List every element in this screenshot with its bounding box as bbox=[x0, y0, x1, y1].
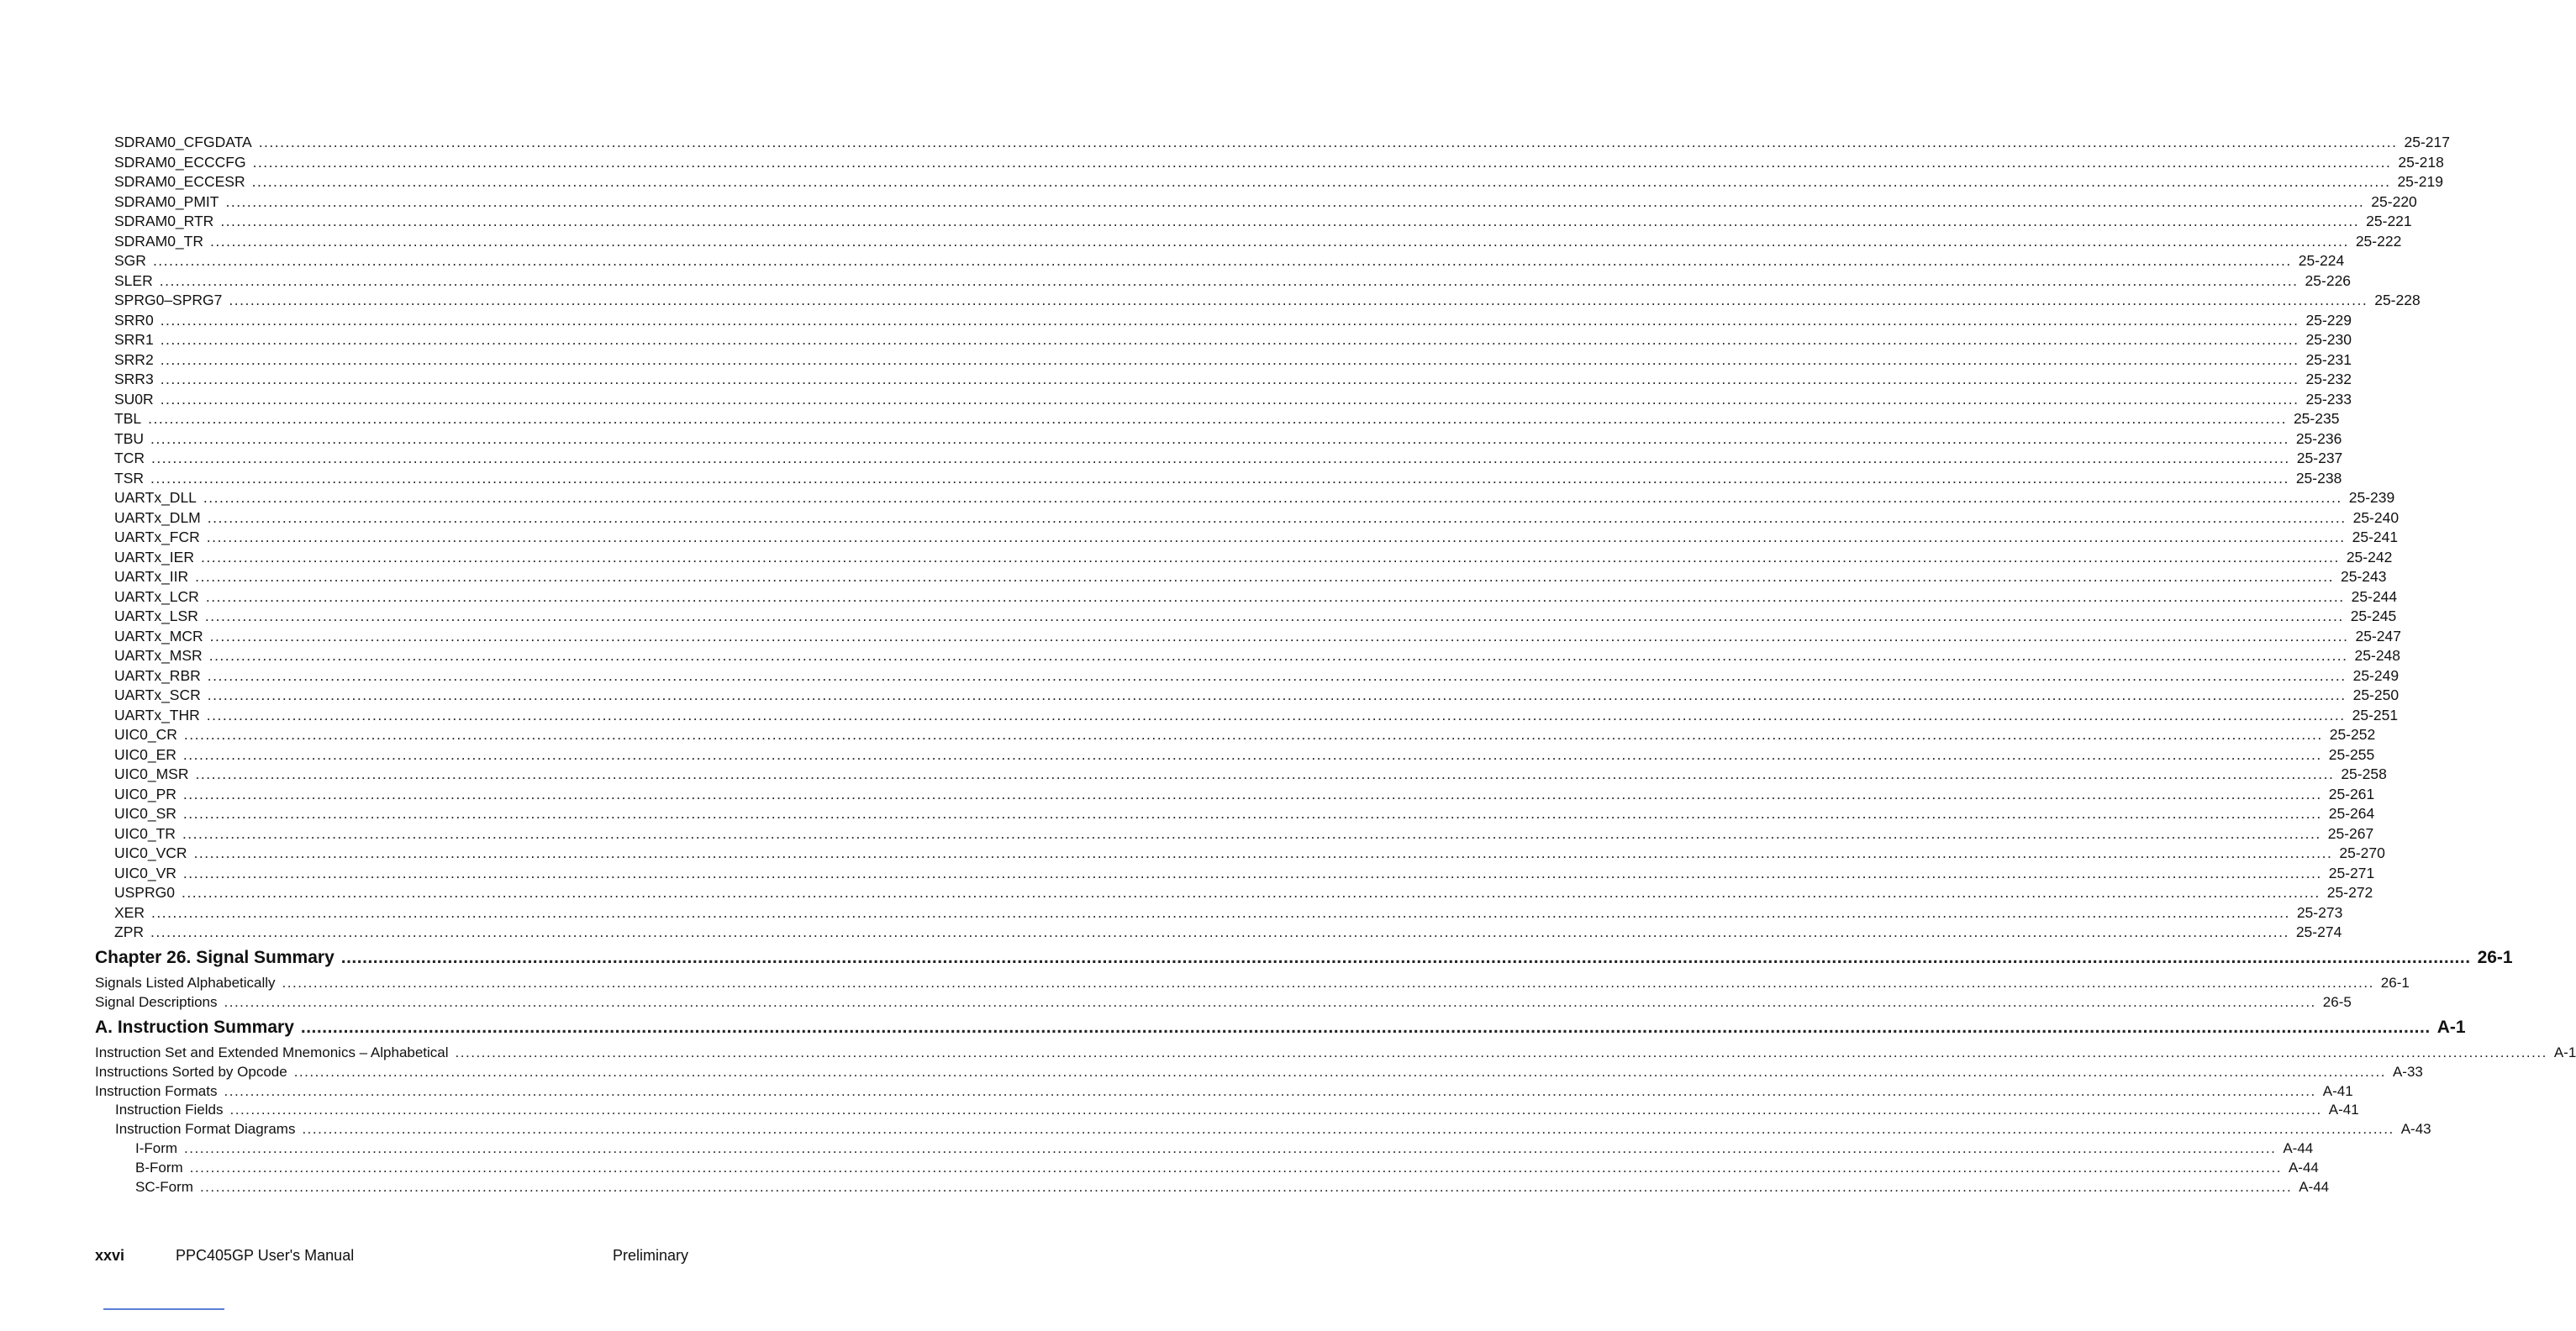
toc-entry-page-number: 25-220 bbox=[2371, 192, 2417, 210]
toc-entry-page-number: 25-224 bbox=[2298, 252, 2345, 269]
toc-entry[interactable] bbox=[114, 824, 2374, 844]
toc-section-label: Instruction Formats bbox=[95, 1082, 218, 1099]
appendix-heading-page-number: A-1 bbox=[2436, 1018, 2466, 1037]
toc-entry-page-number: 25-238 bbox=[2295, 469, 2342, 487]
toc-entry-label: TBU bbox=[114, 429, 144, 447]
toc-entry-label: TSR bbox=[114, 469, 144, 487]
toc-entry-label: UARTx_THR bbox=[114, 706, 200, 723]
bottom-rule bbox=[103, 1308, 224, 1310]
dot-leader: ................................................................................................................................................................................................................................................................................................................................................................................................................ bbox=[224, 994, 2316, 1010]
toc-entry[interactable] bbox=[114, 311, 2352, 330]
toc-entry-page-number: 25-217 bbox=[2404, 134, 2451, 150]
toc-entry-label: UARTx_DLM bbox=[114, 508, 201, 526]
toc-entry-label: TCR bbox=[114, 450, 145, 466]
dot-leader: ................................................................................................................................................................................................................................................................................................................................................................................................................ bbox=[182, 864, 2322, 881]
toc-section-label: Signal Descriptions bbox=[95, 994, 218, 1010]
toc-entry-label: SDRAM0_RTR bbox=[114, 213, 214, 229]
dot-leader: ................................................................................................................................................................................................................................................................................................................................................................................................................ bbox=[205, 587, 2345, 605]
dot-leader: ................................................................................................................................................................................................................................................................................................................................................................................................................ bbox=[207, 687, 2347, 703]
toc-entry[interactable] bbox=[114, 627, 2401, 646]
toc-entry-page-number: 25-236 bbox=[2295, 429, 2342, 447]
dot-leader: ................................................................................................................................................................................................................................................................................................................................................................................................................ bbox=[206, 529, 2346, 545]
toc-entry-page-number: 25-221 bbox=[2366, 213, 2412, 229]
dot-leader: ................................................................................................................................................................................................................................................................................................................................................................................................................ bbox=[150, 469, 2289, 487]
toc-entry[interactable] bbox=[114, 785, 2375, 804]
toc-section-page-number: A-33 bbox=[2392, 1063, 2423, 1080]
toc-section[interactable] bbox=[95, 1063, 2423, 1081]
dot-leader: ................................................................................................................................................................................................................................................................................................................................................................................................................ bbox=[203, 489, 2342, 506]
toc-entry[interactable] bbox=[114, 251, 2345, 271]
dot-leader: ................................................................................................................................................................................................................................................................................................................................................................................................................ bbox=[199, 1178, 2293, 1195]
toc-entry-label: UIC0_VR bbox=[114, 864, 176, 881]
chapter-heading[interactable] bbox=[95, 946, 2513, 970]
toc-entry-label: UARTx_RBR bbox=[114, 666, 201, 684]
toc-entry-label: ZPR bbox=[114, 923, 144, 940]
toc-section-label: B-Form bbox=[135, 1159, 183, 1176]
toc-entry[interactable] bbox=[114, 745, 2375, 765]
toc-entry[interactable] bbox=[114, 844, 2385, 863]
toc-entry-page-number: 25-230 bbox=[2305, 331, 2352, 348]
toc-entry-page-number: 25-244 bbox=[2351, 587, 2398, 605]
toc-entry-page-number: 25-273 bbox=[2296, 903, 2343, 921]
dot-leader: ................................................................................................................................................................................................................................................................................................................................................................................................................ bbox=[252, 153, 2392, 171]
dot-leader: ................................................................................................................................................................................................................................................................................................................................................................................................................ bbox=[225, 192, 2365, 210]
dot-leader: ................................................................................................................................................................................................................................................................................................................................................................................................................ bbox=[184, 1140, 2277, 1156]
toc-entry-page-number: 25-237 bbox=[2296, 450, 2343, 466]
dot-leader: ................................................................................................................................................................................................................................................................................................................................................................................................................ bbox=[193, 844, 2333, 861]
toc-section-page-number: A-44 bbox=[2288, 1159, 2319, 1176]
toc-entry-label: TBL bbox=[114, 410, 142, 427]
dot-leader: ................................................................................................................................................................................................................................................................................................................................................................................................................ bbox=[208, 647, 2348, 664]
toc-entry-label: SPRG0–SPRG7 bbox=[114, 292, 223, 308]
toc-section-label: SC-Form bbox=[135, 1178, 193, 1195]
toc-entry-label: XER bbox=[114, 903, 145, 921]
dot-leader: ................................................................................................................................................................................................................................................................................................................................................................................................................ bbox=[181, 884, 2321, 901]
toc-entry-label: UIC0_MSR bbox=[114, 765, 189, 782]
dot-leader: ................................................................................................................................................................................................................................................................................................................................................................................................................ bbox=[160, 371, 2299, 387]
chapter-heading-page-number: 26-1 bbox=[2477, 948, 2513, 967]
toc-section[interactable] bbox=[95, 1082, 2353, 1101]
toc-entry-page-number: 25-245 bbox=[2350, 608, 2397, 624]
toc-entry-page-number: 25-264 bbox=[2328, 805, 2375, 822]
dot-leader: ................................................................................................................................................................................................................................................................................................................................................................................................................ bbox=[189, 1159, 2282, 1176]
dot-leader: ................................................................................................................................................................................................................................................................................................................................................................................................................ bbox=[182, 745, 2322, 763]
dot-leader: ................................................................................................................................................................................................................................................................................................................................................................................................................ bbox=[224, 1082, 2316, 1099]
toc-section-page-number: A-41 bbox=[2328, 1102, 2359, 1118]
toc-section-label: Instruction Set and Extended Mnemonics – Alphabetical bbox=[95, 1044, 449, 1060]
dot-leader: ................................................................................................................................................................................................................................................................................................................................................................................................................ bbox=[160, 350, 2299, 368]
toc-entry[interactable] bbox=[114, 508, 2400, 528]
toc-entry[interactable] bbox=[114, 429, 2342, 449]
toc-entry[interactable] bbox=[114, 646, 2401, 666]
toc-entry-label: UARTx_LCR bbox=[114, 587, 199, 605]
toc-entry-page-number: 25-270 bbox=[2339, 844, 2385, 861]
toc-entry[interactable] bbox=[114, 725, 2376, 744]
dot-leader: ................................................................................................................................................................................................................................................................................................................................................................................................................ bbox=[150, 903, 2290, 921]
toc-section-page-number: A-44 bbox=[2283, 1140, 2314, 1156]
toc-entry[interactable] bbox=[114, 864, 2375, 883]
toc-entry-label: SU0R bbox=[114, 390, 154, 408]
dot-leader: ................................................................................................................................................................................................................................................................................................................................................................................................................ bbox=[182, 785, 2322, 802]
toc-entry-label: SRR1 bbox=[114, 331, 154, 348]
appendix-heading-label: A. Instruction Summary bbox=[95, 1018, 294, 1037]
toc-entry-page-number: 25-255 bbox=[2328, 745, 2375, 763]
dot-leader: ................................................................................................................................................................................................................................................................................................................................................................................................................ bbox=[204, 608, 2344, 624]
toc-entry-label: SDRAM0_ECCESR bbox=[114, 173, 245, 190]
toc-section-page-number: 26-1 bbox=[2380, 975, 2410, 991]
toc-entry-label: UIC0_PR bbox=[114, 785, 176, 802]
toc-entry-label: SDRAM0_TR bbox=[114, 232, 203, 250]
toc-entry-label: UARTx_FCR bbox=[114, 529, 200, 545]
toc-section[interactable] bbox=[135, 1139, 2314, 1158]
toc-section[interactable] bbox=[95, 993, 2352, 1012]
toc-entry-label: UIC0_SR bbox=[114, 805, 176, 822]
toc-entry-label: SGR bbox=[114, 252, 146, 269]
toc-entry-label: UIC0_CR bbox=[114, 726, 177, 743]
dot-leader: ................................................................................................................................................................................................................................................................................................................................................................................................................ bbox=[207, 666, 2347, 684]
toc-entry[interactable] bbox=[114, 488, 2395, 508]
toc-entry-page-number: 25-231 bbox=[2305, 350, 2352, 368]
dot-leader: ................................................................................................................................................................................................................................................................................................................................................................................................................ bbox=[150, 429, 2289, 447]
toc-entry[interactable] bbox=[114, 350, 2352, 370]
chapter-heading-label: Chapter 26. Signal Summary bbox=[95, 948, 335, 967]
toc-section-label: Instruction Fields bbox=[115, 1102, 224, 1118]
toc-entry-page-number: 25-240 bbox=[2352, 508, 2400, 526]
page-footer bbox=[0, 1247, 1029, 1267]
toc-entry[interactable] bbox=[114, 548, 2393, 567]
toc-entry-page-number: 25-267 bbox=[2327, 824, 2374, 842]
dot-leader: ................................................................................................................................................................................................................................................................................................................................................................................................................ bbox=[195, 568, 2334, 585]
toc-entry-label: SDRAM0_PMIT bbox=[114, 192, 219, 210]
toc-entry-page-number: 25-235 bbox=[2293, 410, 2340, 427]
toc-entry[interactable] bbox=[114, 804, 2375, 823]
toc-entry[interactable] bbox=[114, 409, 2340, 429]
toc-entry-page-number: 25-249 bbox=[2352, 666, 2400, 684]
dot-leader: ................................................................................................................................................................................................................................................................................................................................................................................................................ bbox=[150, 923, 2289, 940]
toc-entry[interactable] bbox=[114, 232, 2402, 251]
toc-entry-label: UARTx_IER bbox=[114, 548, 194, 566]
toc-section-label: Instruction Format Diagrams bbox=[115, 1121, 296, 1138]
toc-entry-page-number: 25-229 bbox=[2305, 311, 2352, 329]
dot-leader: ................................................................................................................................................................................................................................................................................................................................................................................................................ bbox=[150, 450, 2290, 466]
toc-entry[interactable] bbox=[114, 567, 2387, 587]
dot-leader: ................................................................................................................................................................................................................................................................................................................................................................................................................ bbox=[152, 252, 2292, 269]
dot-leader: ................................................................................................................................................................................................................................................................................................................................................................................................................ bbox=[302, 1121, 2394, 1138]
toc-entry-page-number: 25-239 bbox=[2348, 489, 2395, 506]
toc-entry-page-number: 25-248 bbox=[2354, 647, 2401, 664]
toc-entry-page-number: 25-228 bbox=[2374, 292, 2421, 308]
toc-entry[interactable] bbox=[114, 528, 2399, 547]
toc-entry-page-number: 25-252 bbox=[2329, 726, 2376, 743]
toc-entry[interactable] bbox=[114, 330, 2352, 350]
toc-entry[interactable] bbox=[114, 706, 2399, 725]
toc-entry[interactable] bbox=[114, 370, 2352, 389]
footer-page-number: xxvi bbox=[95, 1247, 125, 1264]
toc-entry-label: UIC0_VCR bbox=[114, 844, 187, 861]
toc-entry-page-number: 25-243 bbox=[2341, 568, 2387, 585]
dot-leader: ................................................................................................................................................................................................................................................................................................................................................................................................................ bbox=[207, 508, 2347, 526]
toc-entry-label: SLER bbox=[114, 271, 153, 289]
toc-entry-page-number: 25-247 bbox=[2355, 627, 2401, 644]
toc-section-page-number: A-41 bbox=[2322, 1082, 2353, 1099]
toc-entry-label: SRR3 bbox=[114, 371, 154, 387]
toc-entry-label: UIC0_ER bbox=[114, 745, 176, 763]
toc-entry[interactable] bbox=[114, 607, 2397, 626]
dot-leader: ................................................................................................................................................................................................................................................................................................................................................................................................................ bbox=[148, 410, 2287, 427]
toc-entry[interactable] bbox=[114, 291, 2421, 310]
dot-leader: ................................................................................................................................................................................................................................................................................................................................................................................................................ bbox=[182, 824, 2321, 842]
toc-entry-page-number: 25-274 bbox=[2295, 923, 2342, 940]
toc-entry[interactable] bbox=[114, 587, 2398, 607]
toc-entry-page-number: 25-272 bbox=[2326, 884, 2373, 901]
toc-section-page-number: A-1 bbox=[2553, 1044, 2576, 1060]
toc-entry[interactable] bbox=[114, 903, 2343, 923]
toc-entry[interactable] bbox=[114, 271, 2352, 291]
toc-section[interactable] bbox=[115, 1120, 2431, 1139]
toc-entry-label: SDRAM0_CFGDATA bbox=[114, 134, 252, 150]
toc-section[interactable] bbox=[95, 974, 2410, 992]
dot-leader: ................................................................................................................................................................................................................................................................................................................................................................................................................ bbox=[209, 627, 2349, 644]
toc-section[interactable] bbox=[115, 1101, 2359, 1119]
toc-entry-label: SRR2 bbox=[114, 350, 154, 368]
dot-leader: ................................................................................................................................................................................................................................................................................................................................................................................................................ bbox=[220, 213, 2360, 229]
toc-entry-page-number: 25-232 bbox=[2305, 371, 2352, 387]
dot-leader: ................................................................................................................................................................................................................................................................................................................................................................................................................ bbox=[160, 311, 2299, 329]
toc-section-page-number: A-44 bbox=[2299, 1178, 2330, 1195]
toc-entry-page-number: 25-241 bbox=[2352, 529, 2399, 545]
toc-entry-page-number: 25-258 bbox=[2341, 765, 2387, 782]
dot-leader: ................................................................................................................................................................................................................................................................................................................................................................................................................ bbox=[455, 1044, 2547, 1060]
dot-leader: ................................................................................................................................................................................................................................................................................................................................................................................................................ bbox=[160, 390, 2299, 408]
toc-entry[interactable] bbox=[114, 192, 2417, 212]
toc-entry-page-number: 25-219 bbox=[2397, 173, 2443, 190]
dot-leader: ................................................................................................................................................................................................................................................................................................................................................................................................................ bbox=[251, 173, 2391, 190]
toc-entry-label: UARTx_IIR bbox=[114, 568, 189, 585]
toc-entry-label: UARTx_MSR bbox=[114, 647, 203, 664]
toc-entry-page-number: 25-222 bbox=[2355, 232, 2402, 250]
toc-section[interactable] bbox=[95, 1044, 2576, 1062]
toc-entry-label: SDRAM0_ECCCFG bbox=[114, 153, 246, 171]
toc-entry-page-number: 25-250 bbox=[2352, 687, 2400, 703]
dot-leader: ................................................................................................................................................................................................................................................................................................................................................................................................................ bbox=[200, 548, 2340, 566]
footer-manual-title: PPC405GP User's Manual bbox=[176, 1247, 355, 1264]
toc-entry-label: UIC0_TR bbox=[114, 824, 176, 842]
toc-entry-page-number: 25-233 bbox=[2305, 390, 2352, 408]
toc-entry[interactable] bbox=[114, 469, 2342, 488]
toc-entry[interactable] bbox=[114, 923, 2342, 942]
dot-leader: ................................................................................................................................................................................................................................................................................................................................................................................................................ bbox=[258, 134, 2398, 150]
dot-leader: ................................................................................................................................................................................................................................................................................................................................................................................................................ bbox=[206, 706, 2346, 723]
footer-status: Preliminary bbox=[613, 1247, 689, 1264]
dot-leader: ................................................................................................................................................................................................................................................................................................................................................................................................................ bbox=[195, 765, 2335, 782]
toc-entry-label: SRR0 bbox=[114, 311, 154, 329]
toc-entry-label: UARTx_SCR bbox=[114, 687, 201, 703]
toc-entry[interactable] bbox=[114, 765, 2387, 784]
dot-leader: ................................................................................................................................................................................................................................................................................................................................................................................................................ bbox=[159, 271, 2299, 289]
toc-entry[interactable] bbox=[114, 212, 2412, 231]
toc-section-label: Instructions Sorted by Opcode bbox=[95, 1063, 287, 1080]
toc-entry-page-number: 25-242 bbox=[2346, 548, 2393, 566]
toc-entry[interactable] bbox=[114, 883, 2373, 902]
toc-entry-label: UARTx_MCR bbox=[114, 627, 203, 644]
toc-entry-label: UARTx_DLL bbox=[114, 489, 197, 506]
toc-section-page-number: A-43 bbox=[2400, 1121, 2431, 1138]
dot-leader: ................................................................................................................................................................................................................................................................................................................................................................................................................ bbox=[293, 1063, 2386, 1080]
dot-leader: ................................................................................................................................................................................................................................................................................................................................................................................................................ bbox=[300, 1018, 2431, 1037]
toc-entry[interactable] bbox=[114, 666, 2400, 686]
dot-leader: ................................................................................................................................................................................................................................................................................................................................................................................................................ bbox=[182, 805, 2322, 822]
appendix-heading[interactable] bbox=[95, 1016, 2466, 1039]
toc-entry[interactable] bbox=[114, 686, 2400, 705]
dot-leader: ................................................................................................................................................................................................................................................................................................................................................................................................................ bbox=[340, 948, 2471, 967]
toc-entry-page-number: 25-218 bbox=[2398, 153, 2444, 171]
toc-section[interactable] bbox=[135, 1178, 2330, 1197]
dot-leader: ................................................................................................................................................................................................................................................................................................................................................................................................................ bbox=[229, 292, 2368, 308]
toc-section-label: Signals Listed Alphabetically bbox=[95, 975, 276, 991]
toc-entry-page-number: 25-226 bbox=[2305, 271, 2352, 289]
toc-entry[interactable] bbox=[114, 153, 2444, 172]
toc-entry-page-number: 25-261 bbox=[2328, 785, 2375, 802]
toc-section-page-number: 26-5 bbox=[2322, 994, 2352, 1010]
toc-section-label: I-Form bbox=[135, 1140, 178, 1156]
toc-entry-label: USPRG0 bbox=[114, 884, 175, 901]
dot-leader: ................................................................................................................................................................................................................................................................................................................................................................................................................ bbox=[160, 331, 2299, 348]
dot-leader: ................................................................................................................................................................................................................................................................................................................................................................................................................ bbox=[183, 726, 2323, 743]
toc-entry[interactable] bbox=[114, 390, 2352, 409]
dot-leader: ................................................................................................................................................................................................................................................................................................................................................................................................................ bbox=[210, 232, 2349, 250]
toc-section[interactable] bbox=[135, 1159, 2319, 1177]
dot-leader: ................................................................................................................................................................................................................................................................................................................................................................................................................ bbox=[229, 1102, 2322, 1118]
toc-entry[interactable] bbox=[114, 133, 2451, 152]
toc-entry-page-number: 25-271 bbox=[2328, 864, 2375, 881]
toc-entry[interactable] bbox=[114, 449, 2343, 468]
toc-entry[interactable] bbox=[114, 172, 2443, 192]
dot-leader: ................................................................................................................................................................................................................................................................................................................................................................................................................ bbox=[282, 975, 2374, 991]
toc-entry-page-number: 25-251 bbox=[2352, 706, 2399, 723]
toc-entry-label: UARTx_LSR bbox=[114, 608, 198, 624]
